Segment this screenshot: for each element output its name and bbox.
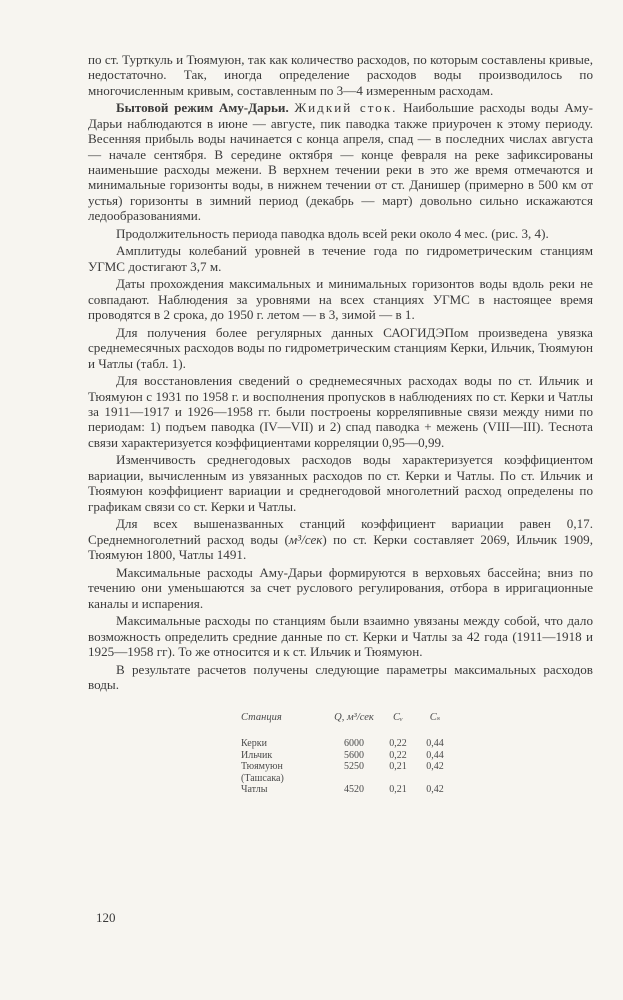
- paragraph-2: [88, 100, 593, 223]
- cell-cv: 0,22: [389, 737, 407, 749]
- paragraph-1: по ст. Турткуль и Тюямуюн, так как количество расходов, по которым составлены кривые, недостаточно. Так, иногда определение расходов воды производилось по многочисленным кривым, составленным по 3—4 измеренным расходам.: [88, 52, 593, 98]
- paragraph-3: Продолжительность периода паводка вдоль всей реки около 4 мес. (рис. 3, 4).: [116, 225, 549, 241]
- cell-station: Керки: [241, 737, 267, 749]
- table-row: [241, 784, 593, 796]
- page-text: [88, 52, 593, 796]
- cell-cv: [379, 773, 417, 785]
- cell-cs: 0,42: [426, 784, 444, 796]
- paragraph-9: [88, 516, 593, 562]
- subsection-heading: Жидкий сток.: [294, 100, 398, 116]
- table-row: [241, 773, 593, 785]
- cell-discharge: [329, 773, 379, 785]
- cell-discharge: 4520: [344, 784, 364, 796]
- paragraph-9-b: ) по ст. Керки составляет 2069, Ильчик 1909, Тюямуюн 1800, Чатлы 1491.: [88, 531, 594, 563]
- table-row: [241, 738, 593, 750]
- cell-cs: 0,44: [426, 737, 444, 749]
- cell-cs: 0,42: [426, 761, 444, 773]
- paragraph-9-a: Для всех вышеназванных станций коэффициент вариации равен 0,17. Среднемноголетний расход воды (: [88, 516, 593, 547]
- parameters-table: [241, 712, 593, 796]
- cell-discharge: 6000: [344, 737, 364, 749]
- unit-label: м³/сек: [288, 531, 323, 547]
- header-cv: Cᵥ: [393, 712, 403, 724]
- page-number: 120: [96, 910, 116, 925]
- cell-cv: 0,21: [389, 761, 407, 773]
- cell-cv: 0,21: [389, 784, 407, 796]
- cell-station: Тюямуюн: [241, 761, 283, 773]
- cell-cs: 0,44: [426, 749, 444, 761]
- header-station: Станция: [241, 712, 282, 724]
- paragraph-10: Максимальные расходы Аму-Дарьи формируются в верховьях бассейна; вниз по течению они уменьшаются за счет руслового регулирования, отбора в ирригационные каналы и испарения.: [88, 564, 593, 611]
- paragraph-4: Амплитуды колебаний уровней в течение года по гидрометрическим станциям УГМС достигают 3,7 м.: [88, 243, 593, 274]
- cell-cs: [417, 773, 453, 785]
- table-header: [241, 712, 593, 724]
- cell-discharge: 5250: [344, 761, 364, 773]
- cell-station: Чатлы: [241, 784, 268, 796]
- paragraph-5: Даты прохождения максимальных и минимальных горизонтов воды вдоль реки не совпадают. Наблюдения за уровнями на всех станциях УГМС в настоящее время проводятся в 2 срока, до 1950 г. летом — в 3, зимой — в 1.: [88, 276, 593, 323]
- paragraph-7: Для восстановления сведений о среднемесячных расходах воды по ст. Ильчик и Тюямуюн с 1931 по 1958 г. и восполнения пропусков в наблюдениях по ст. Керки и Чатлы за 1911—1917 и 1926—1958 гг. были построены корреляпивные связи между ними по периодам: 1) подъем паводка (IV—VII) и 2) спад паводка + межень (VIII—III). Теснота связи характеризуется коэффициентами корреляции 0,95—0,99.: [88, 373, 593, 450]
- section-heading: Бытовой режим Аму-Дарьи.: [116, 100, 289, 116]
- cell-cv: 0,22: [389, 749, 407, 761]
- table-row: [241, 750, 593, 762]
- paragraph-12: В результате расчетов получены следующие параметры максимальных расходов воды.: [88, 661, 593, 692]
- table-row: [241, 761, 593, 773]
- cell-station: (Ташсака): [241, 772, 284, 784]
- cell-station: Ильчик: [241, 749, 273, 761]
- header-discharge: Q, м³/сек: [334, 712, 374, 724]
- paragraph-6: Для получения более регулярных данных САОГИДЭПом произведена увязка среднемесячных расходов воды по гидрометрическим станциям Керки, Ильчик, Тюямуюн и Чатлы (табл. 1).: [88, 324, 593, 371]
- header-cs: Cₛ: [429, 712, 441, 724]
- cell-discharge: 5600: [344, 749, 364, 761]
- paragraph-8: Изменчивость среднегодовых расходов воды характеризуется коэффициентом вариации, вычисленным из увязанных расходов по ст. Керки и Чатлы. По ст. Ильчик и Тюямуюн коэффициент вариации и среднегодовой многолетний расход определены по графикам связи со ст. Керки и Чатлы.: [88, 452, 593, 514]
- paragraph-2-body: Наибольшие расходы воды Аму-Дарьи наблюдаются в июне — августе, пик паводка также приурочен к этому периоду. Весенняя прибыль воды начинается с конца апреля, спад — в последних числах августа — начале сентября. В середине октября — конце февраля на реке зафиксированы наименьшие расходы межени. В верхнем течении реки в это же время отмечаются и минимальные горизонты воды, в нижнем течении от ст. Данишер (примерно в 500 км от устья) горизонты в зимний период (декабрь — март) довольно сильно искажаются ледообразованиями.: [88, 100, 593, 224]
- paragraph-11: Максимальные расходы по станциям были взаимно увязаны между собой, что дало возможность определить средние данные по ст. Керки и Чатлы за 42 года (1911—1918 и 1925—1958 гг). То же относится и к ст. Ильчик и Тюямуюн.: [88, 613, 593, 659]
